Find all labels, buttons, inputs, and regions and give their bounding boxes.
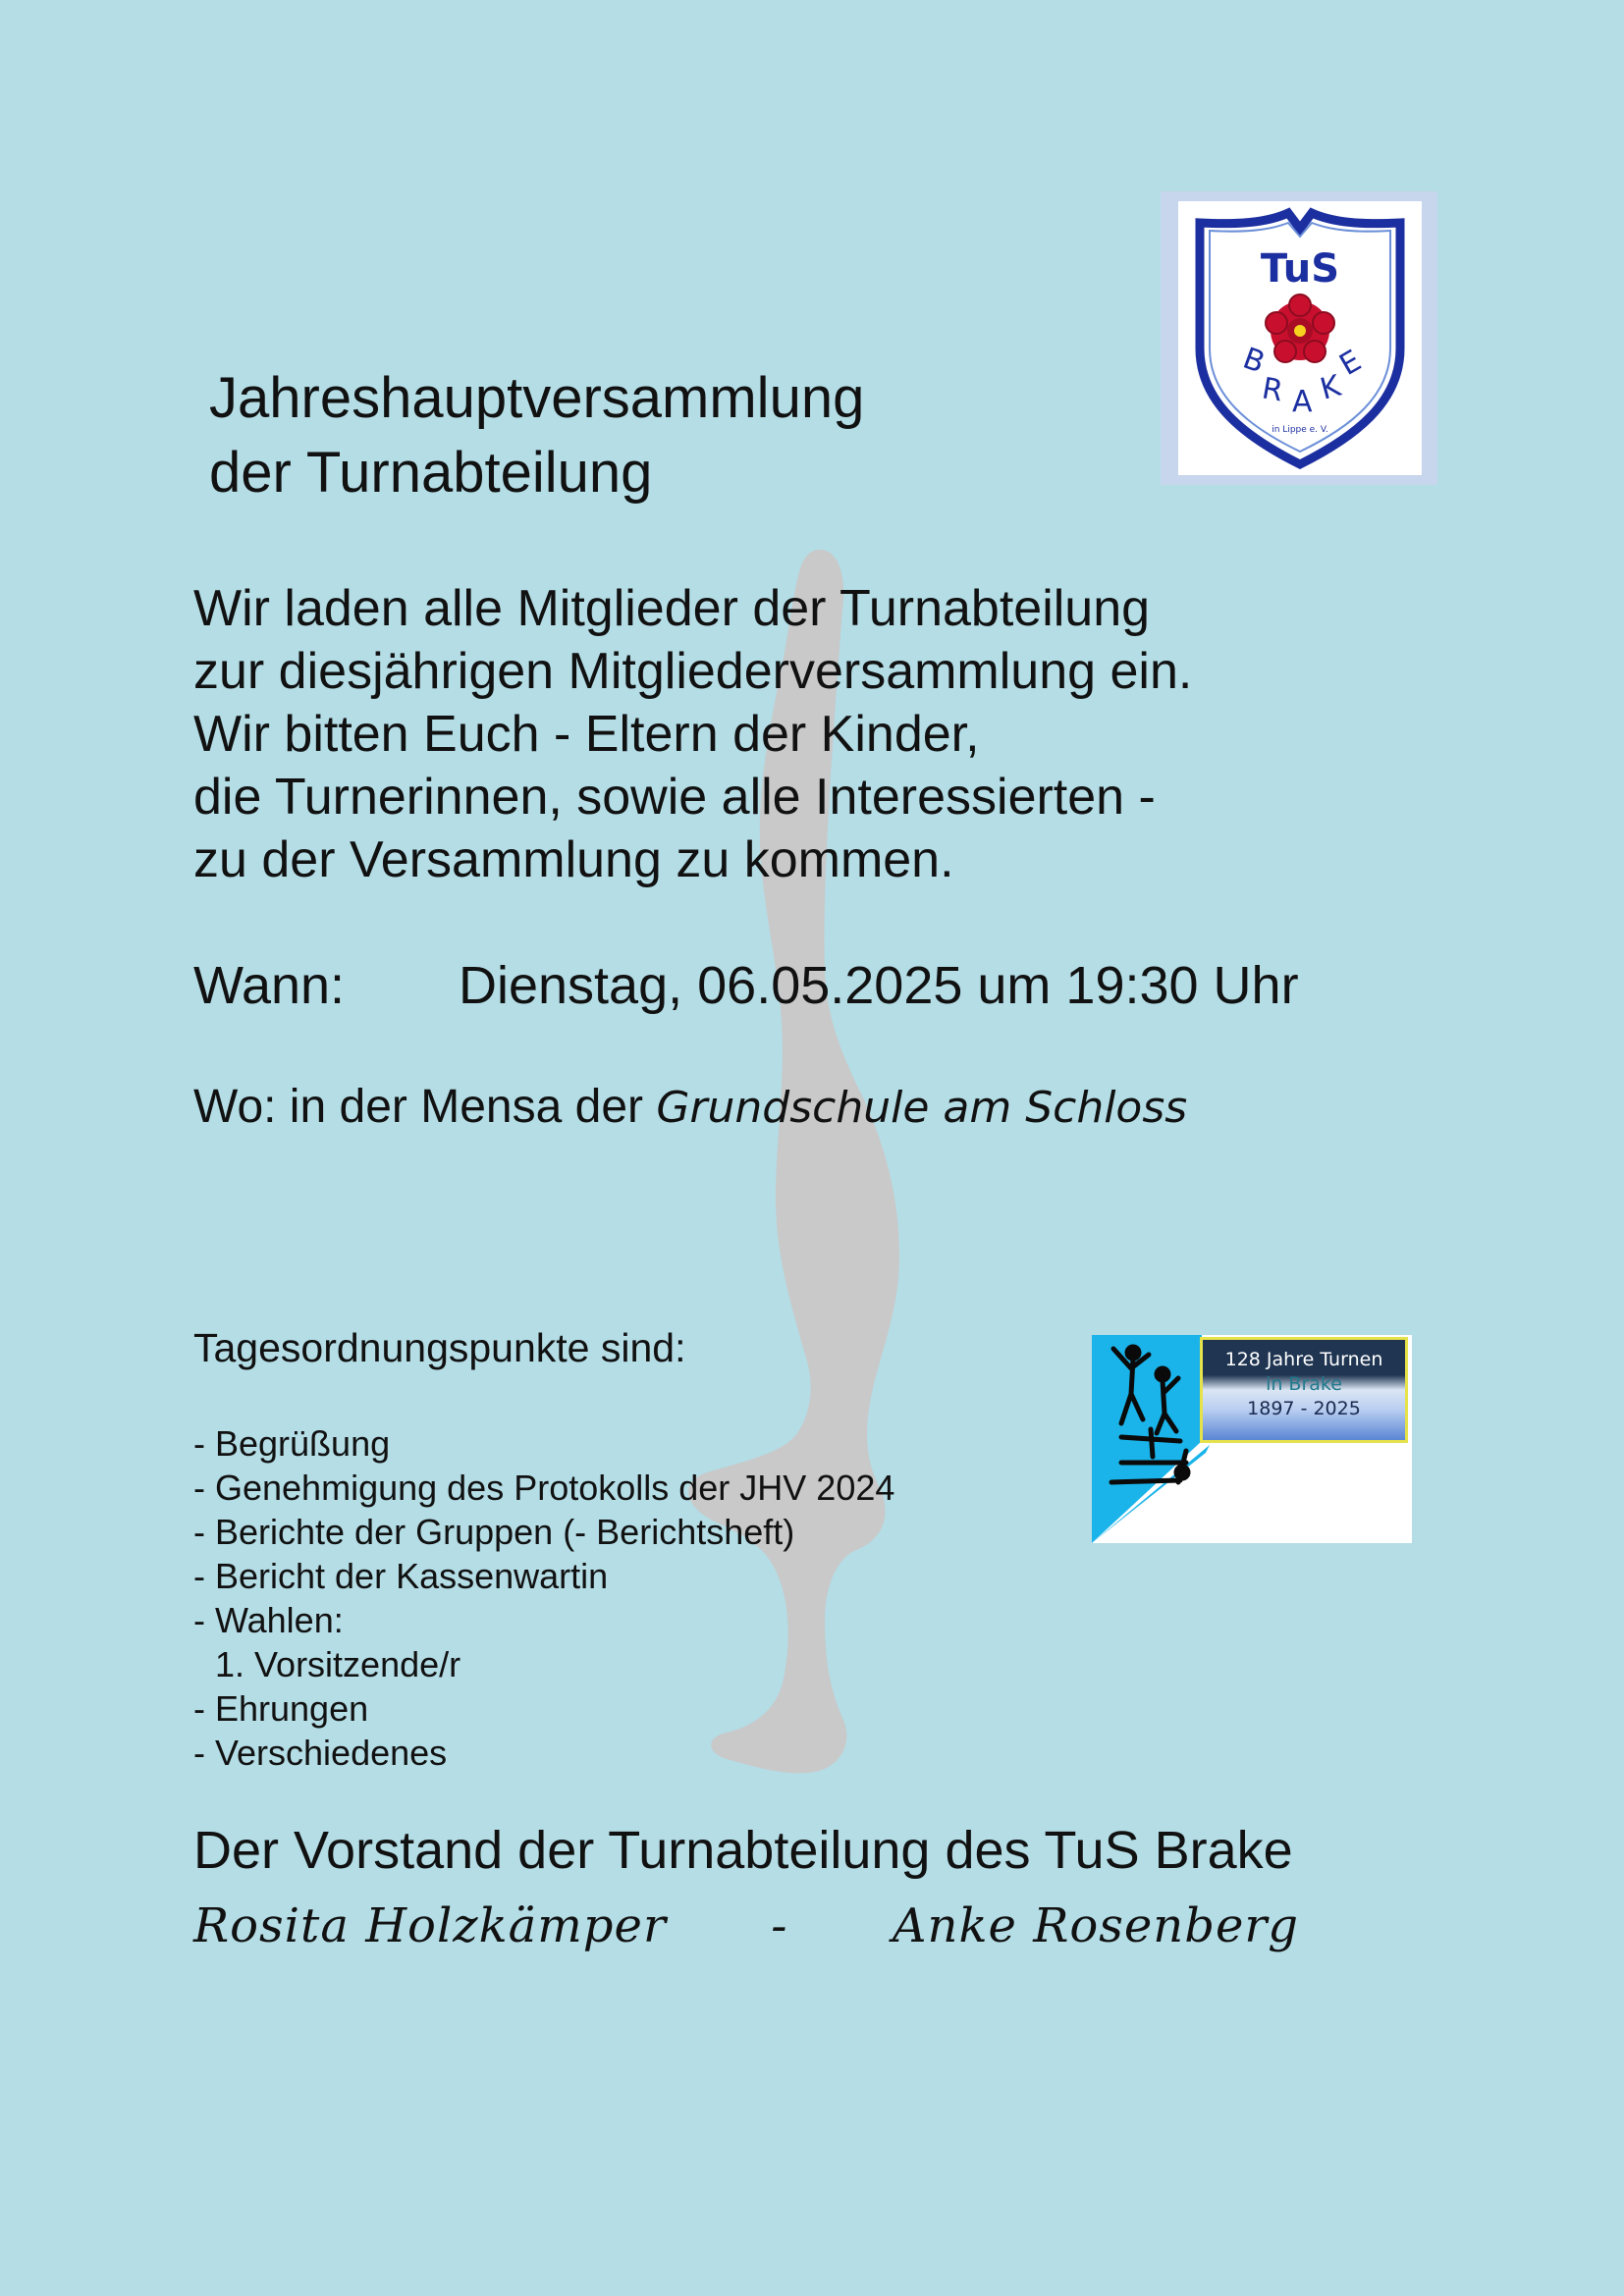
logo-subtitle: in Lippe e. V. [1272,425,1328,435]
anniversary-line2: in Brake [1266,1373,1342,1395]
event-date [193,954,1299,1017]
logo-letter: K [1317,368,1345,407]
location-place: Grundschule am Schloss [656,1083,1188,1133]
date-label: Wann: [193,956,346,1015]
invitation-line: zu der Versammlung zu kommen. [193,831,954,888]
agenda-item: - Bericht der Kassenwartin [193,1556,609,1596]
club-crest-icon [1178,201,1422,475]
date-value: Dienstag, 06.05.2025 um 19:30 Uhr [459,956,1299,1015]
logo-letter: B [1238,341,1270,381]
agenda-item: - Begrüßung [193,1423,391,1464]
signature-name: Rosita Holzkämper [193,1898,667,1953]
logo-letter: R [1259,371,1286,409]
agenda-item: - Wahlen: [193,1600,344,1640]
title-line: der Turnabteilung [209,441,653,505]
agenda-item: - Genehmigung des Protokolls der JHV 2024 [193,1468,895,1508]
logo-letter: E [1333,344,1368,383]
location-prefix: Wo: in der Mensa der [193,1081,657,1133]
agenda-heading: Tagesordnungspunkte sind: [193,1325,686,1370]
signatures [193,1895,1299,1957]
agenda-item: - Berichte der Gruppen (- Berichtsheft) [193,1512,795,1552]
signature-separator: - [771,1898,788,1953]
signature-name: Anke Rosenberg [892,1898,1300,1953]
page-title [209,361,864,510]
agenda-list [193,1421,894,1775]
anniversary-banner [1092,1335,1412,1543]
anniversary-years: 1897 - 2025 [1247,1398,1361,1419]
invitation-line: Wir laden alle Mitglieder der Turnabteilung [193,580,1151,637]
board-line: Der Vorstand der Turnabteilung des TuS Brake [193,1821,1293,1880]
invitation-line: Wir bitten Euch - Eltern der Kinder, [193,706,980,763]
invitation-line: die Turnerinnen, sowie alle Interessierten - [193,769,1156,826]
logo-letter: A [1292,385,1313,419]
invitation-line: zur diesjährigen Mitgliederversammlung ein. [193,643,1193,700]
anniversary-line1: 128 Jahre Turnen [1224,1349,1383,1370]
agenda-item: - Verschiedenes [193,1733,448,1773]
logo-name-text: TuS [1260,246,1340,292]
club-logo [1161,191,1437,485]
event-location [193,1078,1187,1138]
title-line: Jahreshauptversammlung [209,366,865,430]
agenda-item: 1. Vorsitzende/r [215,1644,461,1684]
anniversary-label [1200,1337,1408,1443]
lippe-rose-icon [1266,294,1334,362]
agenda-item: - Ehrungen [193,1688,369,1729]
invitation-text [193,577,1192,891]
